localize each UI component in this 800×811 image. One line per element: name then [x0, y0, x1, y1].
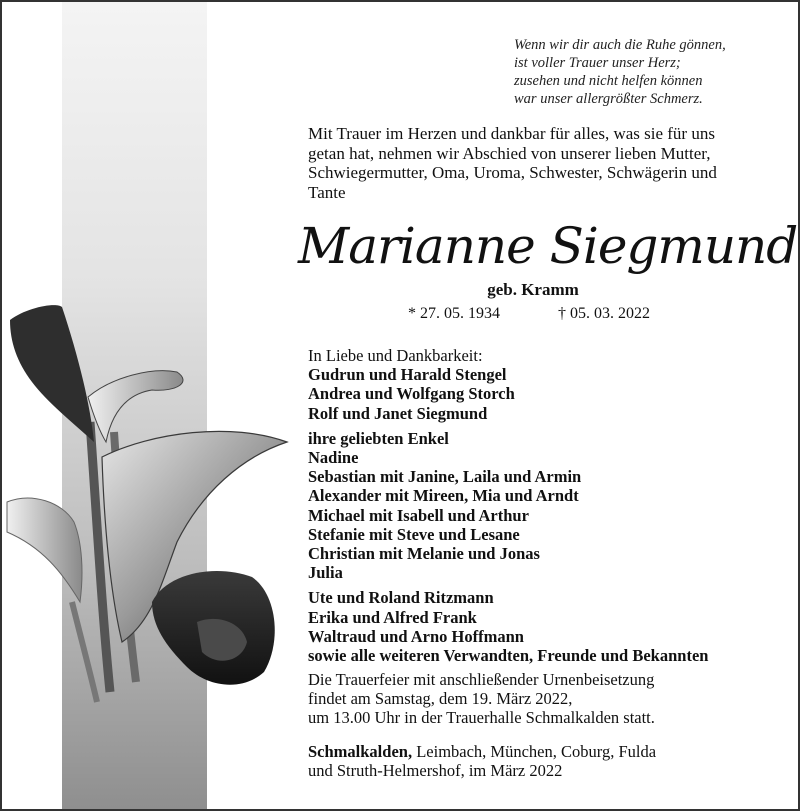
mourner-line: Erika und Alfred Frank: [308, 607, 477, 627]
ceremony-line: Die Trauerfeier mit anschließender Urnenbeisetzung: [308, 670, 655, 689]
calla-lily-flower-image: [2, 2, 302, 811]
place-and-date: [308, 742, 788, 780]
birth-date: * 27. 05. 1934: [408, 305, 500, 322]
intro-line: Tante: [308, 182, 346, 202]
life-dates: [408, 304, 708, 324]
intro-line: Mit Trauer im Herzen und dankbar für alles, was sie für uns: [308, 124, 715, 143]
poem-line: zusehen und nicht helfen können: [514, 73, 703, 89]
mourner-line: Nadine: [308, 448, 359, 468]
poem-line: ist voller Trauer unser Herz;: [514, 55, 681, 71]
mourner-line: Christian mit Melanie und Jonas: [308, 544, 540, 564]
mourner-line: sowie alle weiteren Verwandten, Freunde und Bekannten: [308, 646, 709, 666]
intro-text: [308, 124, 758, 202]
poem: [514, 36, 784, 108]
mourner-line: Rolf und Janet Siegmund: [308, 403, 488, 423]
grandchildren-heading: ihre geliebten Enkel: [308, 428, 449, 448]
city-name: Schmalkalden,: [308, 742, 413, 761]
mourner-line: Sebastian mit Janine, Laila und Armin: [308, 467, 582, 487]
mourner-line: Alexander mit Mireen, Mia und Arndt: [308, 486, 579, 506]
other-places: Leimbach, München, Coburg, Fulda: [412, 742, 657, 761]
mourner-line: Julia: [308, 563, 343, 583]
death-date: † 05. 03. 2022: [558, 305, 650, 322]
place-line: und Struth-Helmershof, im März 2022: [308, 761, 563, 780]
deceased-name: Marianne Siegmund: [298, 217, 798, 275]
birth-name: geb. Kramm: [487, 280, 579, 299]
poem-line: Wenn wir dir auch die Ruhe gönnen,: [514, 37, 726, 53]
mourner-line: Andrea und Wolfgang Storch: [308, 384, 515, 404]
mourner-line: Waltraud und Arno Hoffmann: [308, 626, 524, 646]
mourners-list: [308, 346, 798, 665]
ceremony-info: [308, 670, 788, 727]
mourner-line: Gudrun und Harald Stengel: [308, 365, 507, 385]
intro-line: getan hat, nehmen wir Abschied von unserer lieben Mutter,: [308, 143, 711, 163]
intro-line: Schwiegermutter, Oma, Uroma, Schwester, Schwägerin und: [308, 163, 717, 182]
mourner-line: Stefanie mit Steve und Lesane: [308, 524, 520, 544]
mourner-line: Michael mit Isabell und Arthur: [308, 505, 529, 525]
mourners-heading: In Liebe und Dankbarkeit:: [308, 346, 483, 365]
place-line: [308, 742, 788, 761]
mourner-line: Ute und Roland Ritzmann: [308, 588, 494, 608]
ceremony-line: findet am Samstag, dem 19. März 2022,: [308, 689, 573, 708]
poem-line: war unser allergrößter Schmerz.: [514, 91, 703, 107]
ceremony-line: um 13.00 Uhr in der Trauerhalle Schmalkalden statt.: [308, 708, 655, 727]
